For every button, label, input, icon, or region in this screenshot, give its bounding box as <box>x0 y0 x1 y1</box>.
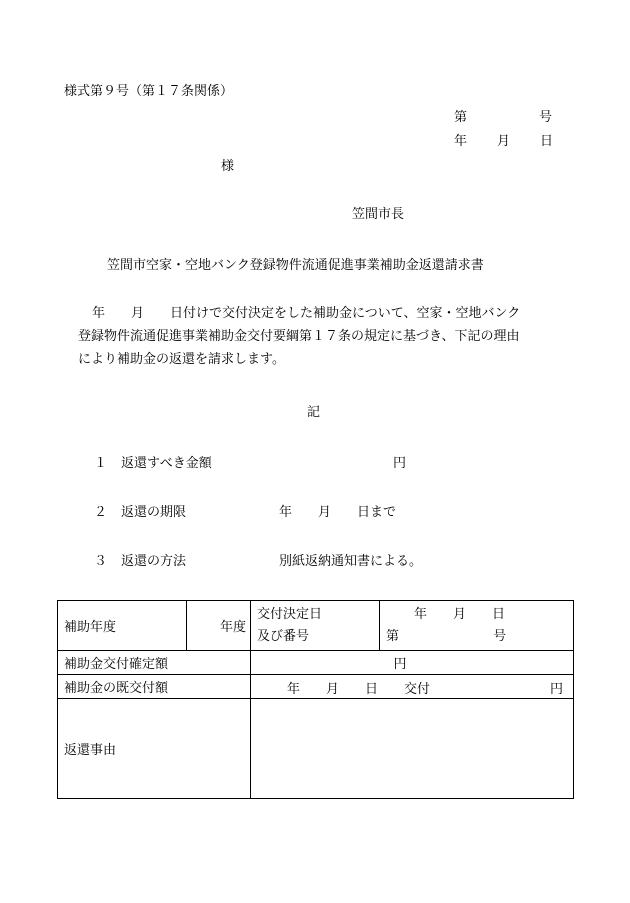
item-3-value: 別紙返納通知書による。 <box>279 554 423 569</box>
item-1-value: 円 <box>393 456 407 471</box>
note-heading: 記 <box>307 405 321 420</box>
item-1-number: １ <box>94 456 108 471</box>
reason-label: 返還事由 <box>58 699 251 799</box>
decision-label-line-2: 及び番号 <box>257 628 310 644</box>
item-3-number: ３ <box>94 554 108 569</box>
decision-label <box>251 601 380 651</box>
confirmed-amount-field[interactable] <box>251 651 574 675</box>
decision-field[interactable] <box>380 601 574 651</box>
decision-label-line-1: 交付決定日 <box>257 606 323 622</box>
decision-number-prefix: 第 <box>386 628 400 644</box>
table-row <box>58 699 574 799</box>
confirmed-amount-unit: 円 <box>393 657 407 672</box>
decision-number <box>386 626 567 648</box>
decision-number-suffix: 号 <box>493 628 507 644</box>
repayment-table <box>57 600 574 799</box>
paid-amount-unit: 円 <box>549 682 563 697</box>
item-2-label: 返還の期限 <box>121 505 187 520</box>
addressee-suffix: 様 <box>221 159 235 174</box>
item-2-number: ２ <box>94 505 108 520</box>
table-row <box>58 601 574 651</box>
confirmed-amount-label: 補助金交付確定額 <box>58 651 251 675</box>
body-line-1: 年 月 日付けで交付決定をした補助金について、空家・空地バンク <box>92 306 521 321</box>
body-line-3: により補助金の返還を請求します。 <box>78 352 285 367</box>
table-row <box>58 651 574 675</box>
fiscal-year-field[interactable] <box>187 601 251 651</box>
item-2-value: 年 月 日まで <box>279 505 397 520</box>
date-month: 月 <box>497 134 511 149</box>
form-number: 様式第９号（第１７条関係） <box>64 84 234 99</box>
date-year: 年 <box>454 134 468 149</box>
item-1-label: 返還すべき金額 <box>121 456 212 471</box>
issuer: 笠間市長 <box>352 207 405 222</box>
paid-date: 年 月 日 交付 <box>287 682 431 697</box>
date-day: 日 <box>540 134 554 149</box>
body-line-2: 登録物件流通促進事業補助金交付要綱第１７条の規定に基づき、下記の理由 <box>78 329 520 344</box>
paid-amount-field[interactable] <box>251 675 574 699</box>
body-paragraph <box>78 302 568 371</box>
paid-amount-label: 補助金の既交付額 <box>58 675 251 699</box>
item-3-label: 返還の方法 <box>121 554 187 569</box>
document-number-suffix: 号 <box>539 110 553 125</box>
document-number-prefix: 第 <box>454 110 468 125</box>
decision-date: 年 月 日 <box>414 606 506 622</box>
fiscal-year-unit: 年度 <box>219 620 246 635</box>
reason-field[interactable] <box>251 699 574 799</box>
table-row <box>58 675 574 699</box>
fiscal-year-label: 補助年度 <box>58 601 187 651</box>
document-title: 笠間市空家・空地バンク登録物件流通促進事業補助金返還請求書 <box>107 258 484 273</box>
